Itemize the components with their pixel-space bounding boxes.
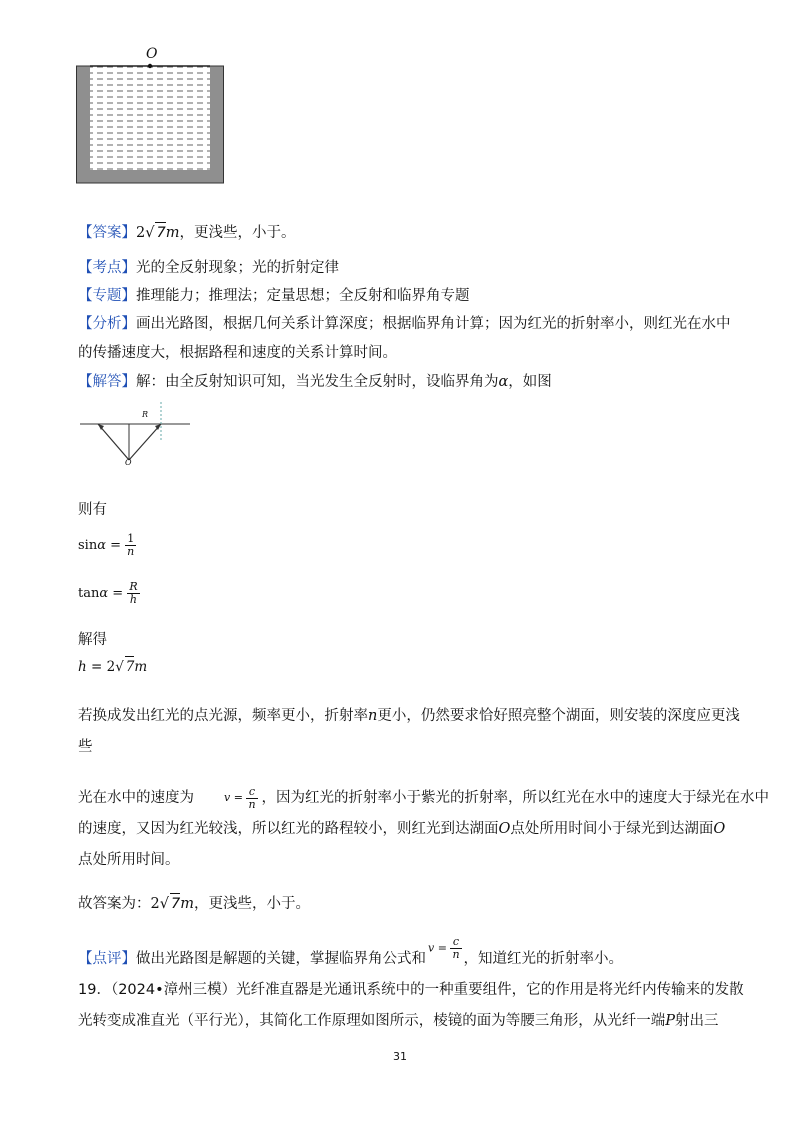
final-answer-line [78,893,310,914]
final-radicand: 7 [170,893,180,914]
sin-den: n [127,545,135,558]
fenxi-line-2 [78,343,397,363]
final-text: 故答案为： [78,896,151,912]
para2-line-3 [78,850,180,870]
formula-den: n [248,797,256,811]
dianping-end: ，知道红光的折射率小。 [463,951,624,967]
eq-tan-line [78,576,140,612]
para2-text-3: 点处所用时间。 [78,852,180,868]
h-unit: m [134,659,148,675]
zeyou-line [78,500,107,520]
para2-o1: O [498,821,511,837]
dp-den: n [452,948,460,961]
tan-eq: = [108,586,128,601]
h-eq: = 2 [86,659,116,675]
jiede-text: 解得 [78,632,107,648]
answer-tag: 【答案】 [78,225,136,241]
tan-fraction [127,581,139,606]
q19-p: P [665,1013,676,1029]
q19-text-2b: 射出三 [675,1013,719,1029]
dp-v: v [428,941,435,955]
fenxi-text-2: 的传播速度大，根据路程和速度的关系计算时间。 [78,345,397,361]
kaodian-text: 光的全反射现象；光的折射定律 [136,260,339,276]
jieda-line [78,372,552,392]
dp-num: c [452,935,460,948]
sin-fn: sin [78,538,98,553]
kaodian-tag: 【考点】 [78,260,136,276]
answer-coef: 2 [136,225,146,241]
sin-num: 1 [127,532,135,545]
para2-text-2a: 的速度，又因为红光较浅，所以红光的路程较小，则红光到达湖面 [78,821,499,837]
water-container-figure [76,46,224,184]
dianping-formula [428,936,462,961]
dianping-line [78,936,623,972]
zhuanti-text: 推理能力；推理法；定量思想；全反射和临界角专题 [136,288,470,304]
jieda-end: ，如图 [508,374,552,390]
para2-line-2 [78,819,725,839]
fenxi-tag: 【分析】 [78,316,136,332]
formula-v: v [224,791,231,804]
jieda-text: 解：由全反射知识可知，当光发生全反射时，设临界角为 [136,374,499,390]
h-radicand: 7 [125,656,135,677]
zhuanti-tag: 【专题】 [78,288,136,304]
para1-line-2 [78,737,93,757]
zhuanti-line [78,286,470,306]
eq-sin-line [78,528,136,564]
q19-text-1: 19．（2024•漳州三模）光纤准直器是光通讯系统中的一种重要组件，它的作用是将光纤内传输来的发散 [78,982,744,998]
para2-text-a: 光在水中的速度为 [78,790,194,806]
answer-unit: m [165,225,180,241]
q19-line-2 [78,1011,719,1031]
para2-o2: O [713,821,726,837]
light-path-svg [80,402,190,468]
kaodian-line [78,258,339,278]
formula-eq: = [230,791,247,804]
dianping-tag: 【点评】 [78,951,136,967]
answer-line [78,222,295,243]
sqrt-symbol-3: √ [159,896,169,912]
tan-den: h [127,593,139,606]
formula-num: c [248,784,256,798]
tan-num: R [129,580,138,593]
dp-fraction [450,936,461,961]
para1-text-a: 若换成发出红光的点光源，频率更小，折射率 [78,708,368,724]
final-unit: m [180,896,194,912]
para2-text-b: ，因为红光的折射率小于紫光的折射率，所以红光在水中的速度大于绿光在水中 [261,790,770,806]
para2-line-1 [78,780,769,816]
sin-var: α [97,538,106,553]
sqrt-symbol-2: √ [115,659,124,675]
label-r: R [142,410,149,419]
eq-h-line [78,656,147,677]
water-container-svg [76,46,224,184]
dianping-text: 做出光路图是解题的关键，掌握临界角公式和 [136,951,426,967]
zeyou-text: 则有 [78,502,107,518]
fenxi-text-1: 画出光路图，根据几何关系计算深度；根据临界角计算；因为红光的折射率小，则红光在水中 [136,316,731,332]
para2-text-2b: 点处所用时间小于绿光到达湖面 [510,821,714,837]
tan-fn: tan [78,586,100,601]
dp-eq: = [434,941,451,955]
fenxi-line-1 [78,314,731,334]
final-coef: 2 [150,896,160,912]
answer-radicand: 7 [155,222,165,243]
para1-text-2: 些 [78,739,93,755]
para1-n: n [368,708,378,724]
velocity-formula [224,780,258,816]
light-path-figure [80,402,190,468]
page-number: 31 [393,1050,407,1063]
para1-text-b: 更小，仍然要求恰好照亮整个湖面，则安装的深度应更浅 [377,708,740,724]
sin-fraction [125,533,136,558]
point-o-label: O [146,46,158,62]
formula-fraction [246,786,257,811]
q19-line-1 [78,980,744,1000]
q19-text-2a: 光转变成准直光（平行光），其简化工作原理如图所示，棱镜的面为等腰三角形，从光纤一端 [78,1013,666,1029]
jieda-tag: 【解答】 [78,374,136,390]
para1-line-1 [78,706,740,726]
h-lhs: h [78,659,87,675]
alpha-symbol: α [498,374,509,390]
answer-rest: ，更浅些，小于。 [179,225,296,241]
jiede-line [78,630,107,650]
sqrt-symbol: √ [145,225,155,241]
label-o: O [125,458,132,467]
final-rest: ，更浅些，小于。 [193,896,310,912]
tan-var: α [99,586,109,601]
sin-eq: = [105,538,126,553]
